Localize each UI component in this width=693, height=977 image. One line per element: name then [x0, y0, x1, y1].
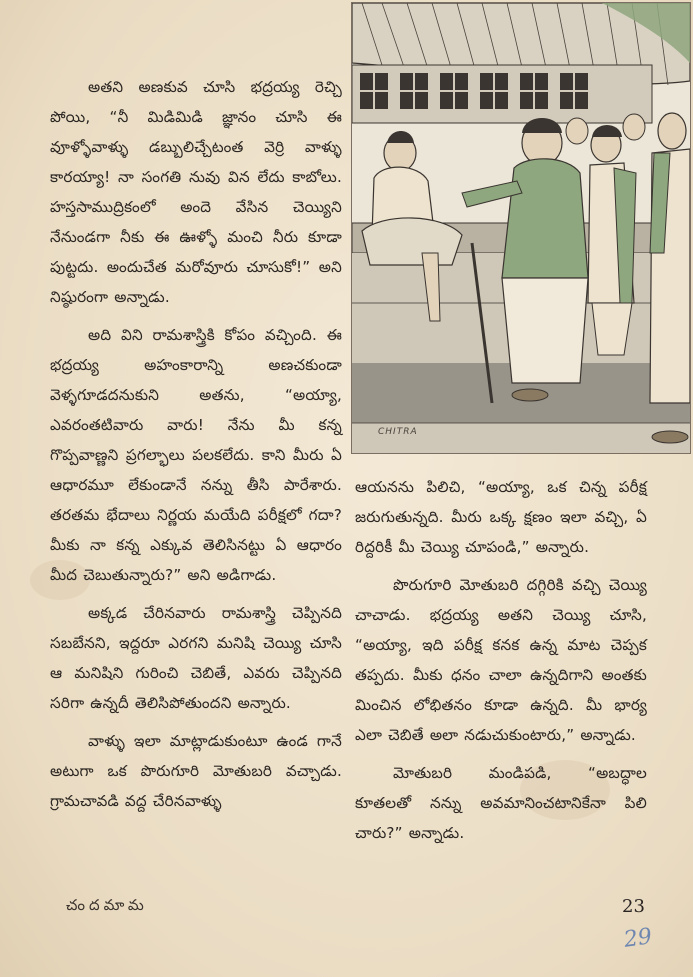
- paragraph: ఆయనను పిలిచి, “అయ్యా, ఒక చిన్న పరీక్ష జరుగుతున్నది. మీరు ఒక్క క్షణం ఇలా వచ్చి, ఏ రిద్దరికీ మీ చెయ్యి చూపండి,” అన్నారు.: [355, 478, 647, 556]
- paragraph: పొరుగూరి మోతుబరి దగ్గిరికి వచ్చి చెయ్యి చాచాడు. భద్రయ్య అతని చెయ్యి చూసి, “అయ్యా, ఇది పరీక్ష కనక ఉన్న మాట చెప్పక తప్పదు. మీకు ధనం చాలా ఉన్నదిగాని అంతకు మించిన లోభితనం కూడా ఉన్నది. మీ భార్య ఎలా చెబితే అలా నడుచుకుంటారు,” అన్నాడు.: [355, 576, 647, 744]
- magazine-name: చందమామ: [66, 896, 148, 914]
- left-text-column: [50, 72, 342, 824]
- paragraph: అతని అణకువ చూసి భద్రయ్య రెచ్చి పోయి, “నీ మిడిమిడి జ్ఞానం చూసి ఈ వూళ్ళోవాళ్ళు డబ్బులిచ్చేటంత వెర్రి వాళ్ళు కారయ్యా! నా సంగతి నువు విన లేదు కాబోలు. హస్తసాముద్రికంలో అందె వేసిన చెయ్యిని నేనుండగా నీకు ఈ ఊళ్ళో మంచి నీరు కూడా పుట్టదు. అందుచేత మరోవూరు చూసుకో!” అని నిష్ఠురంగా అన్నాడు.: [50, 78, 342, 306]
- paragraph: మోతుబరి మండిపడి, “అబద్ధాల కూతలతో నన్ను అవమానించటానికేనా పిలి చారు?” అన్నాడు.: [355, 764, 647, 842]
- handwritten-page-note: 29: [622, 924, 654, 953]
- paragraph: అది విని రామశాస్త్రికి కోపం వచ్చింది. ఈ భద్రయ్య అహంకారాన్ని అణచకుండా వెళ్ళగూడదనుకుని అతను, “అయ్యా, ఎవరంతటివారు వారు! నేను మీ కన్న గొప్పవాణ్ణని ప్రగల్భాలు పలకలేదు. కాని మీరు ఏ ఆధారమూ లేకుండానే నన్ను తీసి పారేశారు. తరతమ భేదాలు నిర్ణయ మయేది పరీక్షలో గదా? మీకు నా కన్న ఎక్కువ తెలిసినట్టు ఏ ఆధారం మీద చెబుతున్నారు?” అని అడిగాడు.: [50, 326, 342, 584]
- paragraph: వాళ్ళు ఇలా మాట్లాడుకుంటూ ఉండ గానే అటుగా ఒక పొరుగూరి మోతుబరి వచ్చాడు. గ్రామచావడి వద్ద చేరినవాళ్ళు: [50, 732, 342, 810]
- page-number: 23: [622, 896, 645, 917]
- right-text-column: [355, 472, 647, 856]
- illustration-signature: CHITRA: [378, 427, 418, 437]
- village-scene-drawing: [352, 3, 690, 453]
- paragraph: అక్కడ చేరినవారు రామశాస్త్రి చెప్పినది సబబేనని, ఇద్దరూ ఎరగని మనిషి చెయ్యి చూసి ఆ మనిషిని గురించి చెబితే, ఎవరు చెప్పినది సరిగా ఉన్నదీ తెలిసిపోతుందని అన్నారు.: [50, 604, 342, 712]
- story-illustration: [351, 2, 691, 454]
